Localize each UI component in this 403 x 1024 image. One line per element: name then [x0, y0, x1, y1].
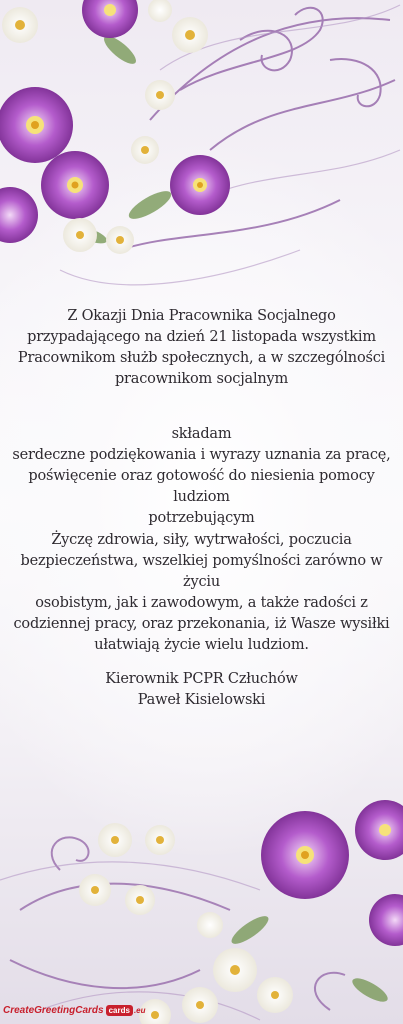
intro-line: Z Okazji Dnia Pracownika Socjalnego [67, 308, 336, 324]
brand-name: CreateGreetingCards [3, 1004, 104, 1016]
signature [0, 669, 403, 711]
intro-line: przypadającego na dzień 21 listopada wszystkim [27, 329, 376, 345]
wishes-line: bezpieczeństwa, wszelkiej pomyślności zarówno w życiu [20, 553, 383, 590]
thanks-paragraph [0, 424, 403, 529]
top-floral-decoration [0, 0, 403, 300]
intro-line: Pracownikom służb społecznych, a w szczególności [17, 350, 386, 366]
wishes-line: Życzę zdrowia, siły, wytrwałości, poczucia [51, 532, 352, 548]
thanks-line: składam [171, 426, 232, 442]
wishes-line: codziennej pracy, oraz przekonania, iż Wasze wysiłki [13, 616, 390, 632]
violet-flower-icon [261, 800, 403, 946]
wishes-line: osobistym, jak i zawodowym, a także radości z [35, 595, 368, 611]
brand-badge: cards [106, 1005, 133, 1016]
thanks-line: poświęcenie oraz gotowość do niesienia pomocy ludziom [28, 468, 375, 505]
intro-line: pracownikom socjalnym [114, 371, 289, 387]
thanks-line: potrzebującym [148, 510, 255, 526]
signature-name: Paweł Kisielowski [137, 692, 266, 708]
wishes-line: ułatwiają życie wielu ludziom. [94, 637, 309, 653]
wishes-paragraph [0, 530, 403, 656]
thanks-line: serdeczne podziękowania i wyrazy uznania za pracę, [12, 447, 391, 463]
signature-title: Kierownik PCPR Człuchów [105, 671, 298, 687]
intro-paragraph [0, 306, 403, 390]
brand-watermark[interactable] [3, 998, 146, 1022]
brand-tld: .eu [133, 1005, 146, 1015]
bottom-floral-decoration [0, 760, 403, 1024]
